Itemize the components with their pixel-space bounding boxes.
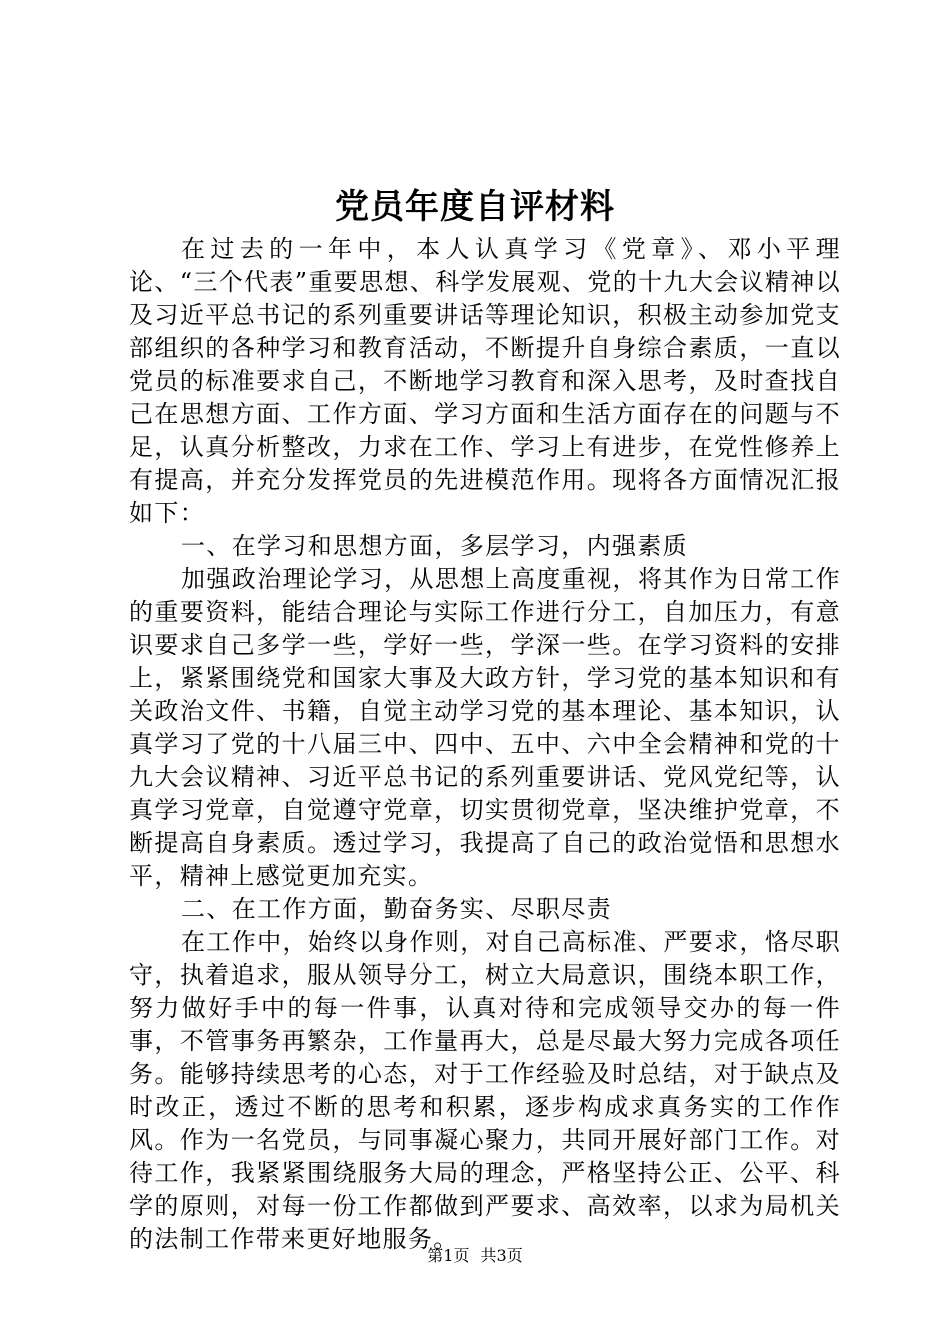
document-body	[129, 233, 841, 1256]
section-heading-study: 一、在学习和思想方面，多层学习，内强素质	[181, 532, 688, 560]
intro-paragraph: 在过去的一年中，本人认真学习《党章》、邓小平理论、“三个代表”重要思想、科学发展观、党的十九大会议精神以及习近平总书记的系列重要讲话等理论知识，积极主动参加党支部组织的各种学习和教育活动，不断提升自身综合素质，一直以党员的标准要求自己，不断地学习教育和深入思考，及时查找自己在思想方面、工作方面、学习方面和生活方面存在的问题与不足，认真分析整改，力求在工作、学习上有进步，在党性修养上有提高，并充分发挥党员的先进模范作用。现将各方面情况汇报如下：	[129, 235, 841, 527]
section-heading-work: 二、在工作方面，勤奋务实、尽职尽责	[181, 895, 612, 923]
document-title: 党员年度自评材料	[335, 187, 615, 227]
page-footer: 第1页 共3页	[427, 1246, 523, 1265]
study-paragraph: 加强政治理论学习，从思想上高度重视，将其作为日常工作的重要资料，能结合理论与实际工作进行分工，自加压力，有意识要求自己多学一些，学好一些，学深一些。在学习资料的安排上，紧紧围绕党和国家大事及大政方针，学习党的基本知识和有关政治文件、书籍，自觉主动学习党的基本理论、基本知识，认真学习了党的十八届三中、四中、五中、六中全会精神和党的十九大会议精神、习近平总书记的系列重要讲话、党风党纪等，认真学习党章，自觉遵守党章，切实贯彻党章，坚决维护党章，不断提高自身素质。透过学习，我提高了自己的政治觉悟和思想水平，精神上感觉更加充实。	[129, 565, 841, 890]
work-paragraph: 在工作中，始终以身作则，对自己高标准、严要求，恪尽职守，执着追求，服从领导分工，树立大局意识，围绕本职工作，努力做好手中的每一件事，认真对待和完成领导交办的每一件事，不管事务再繁杂，工作量再大，总是尽最大努力完成各项任务。能够持续思考的心态，对于工作经验及时总结，对于缺点及时改正，透过不断的思考和积累，逐步构成求真务实的工作作风。作为一名党员，与同事凝心聚力，共同开展好部门工作。对待工作，我紧紧围绕服务大局的理念，严格坚持公正、公平、科学的原则，对每一份工作都做到严要求、高效率，以求为局机关的法制工作带来更好地服务。	[129, 928, 841, 1253]
